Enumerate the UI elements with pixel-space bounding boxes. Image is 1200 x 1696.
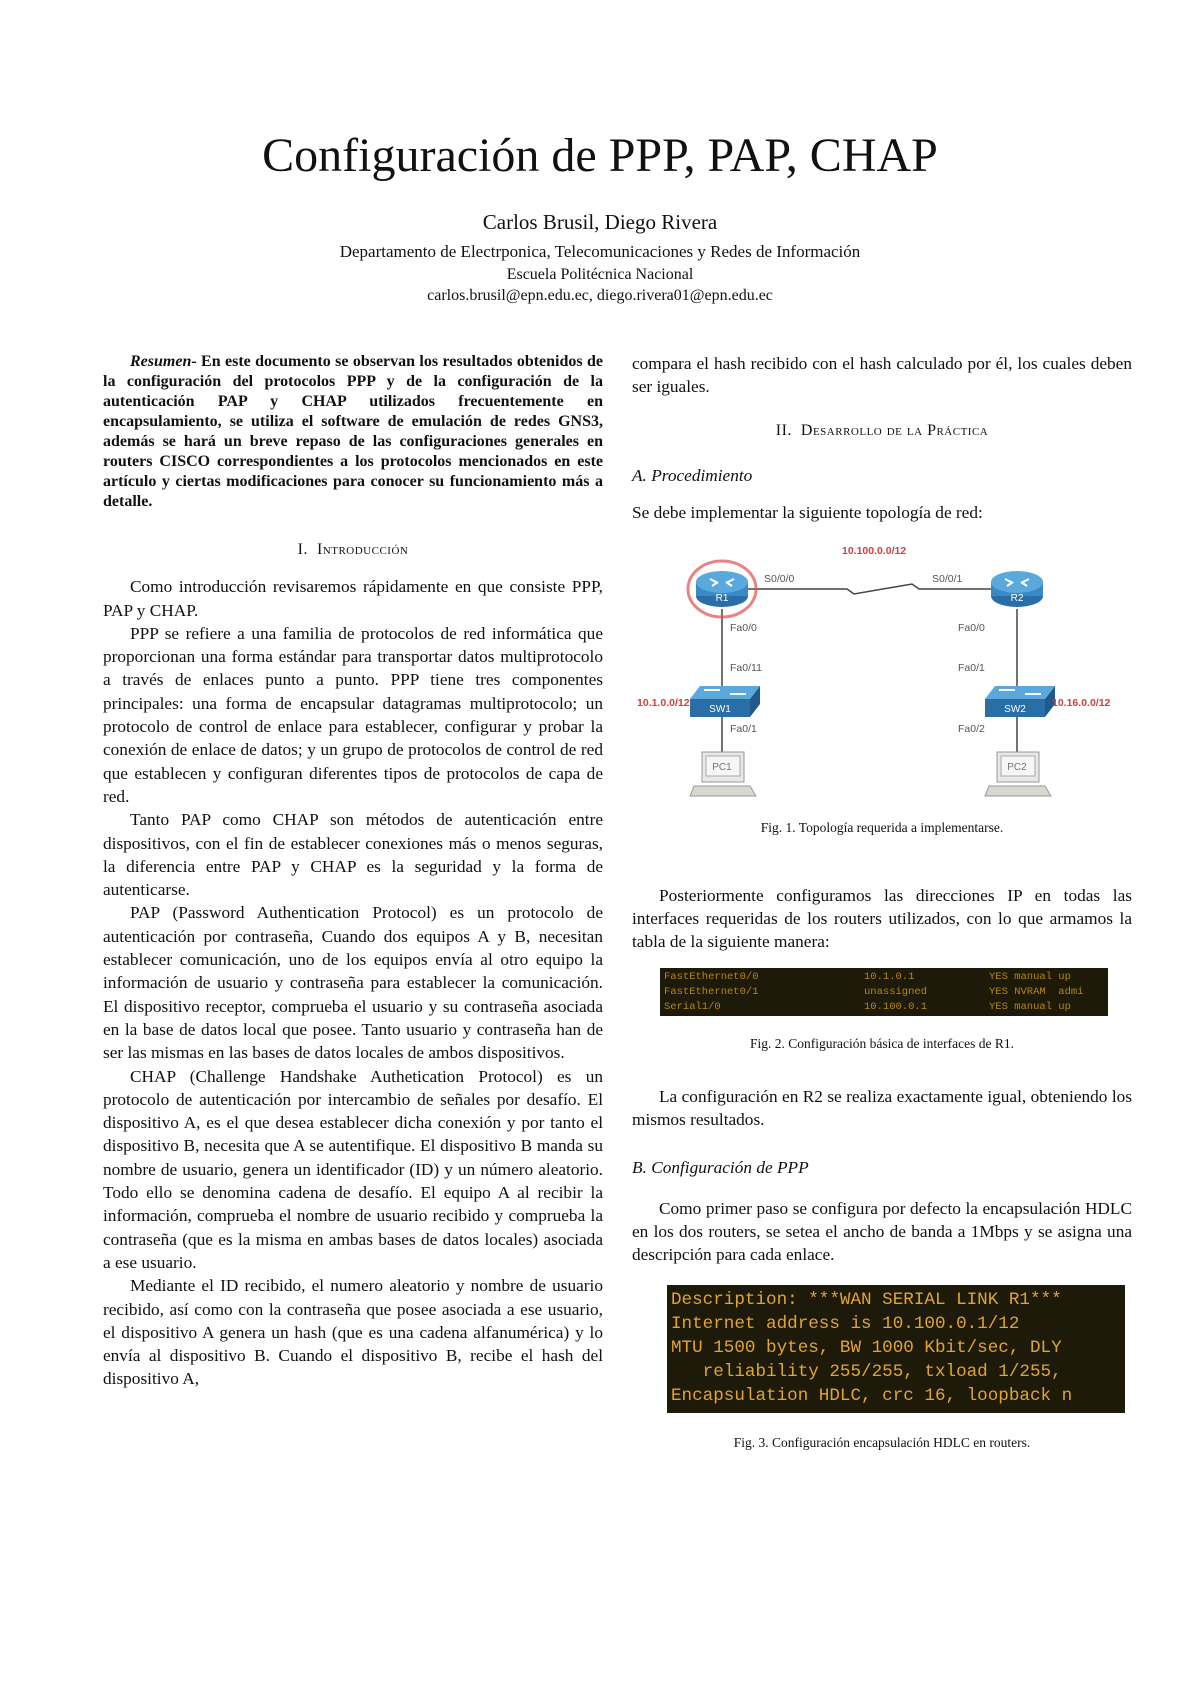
ip-cell: unassigned — [864, 985, 928, 998]
pc1-icon — [690, 752, 756, 796]
section-number: II. — [775, 421, 792, 439]
left-column — [103, 352, 603, 1391]
paragraph: PAP (Password Authentication Protocol) es un protocolo de autenticación por contraseña, Cuando dos equipos A y B, necesitan establecer comunicación, uno de los equipos envía al otro equipo la información de usuario y contraseña para establecer la comunicación. El dispositivo receptor, comprueba el usuario y su contraseña asociada en la base de datos local que posee. Tanto usuario y contraseña han de ser las mismas en las bases de datos locales de ambos dispositivos. — [103, 903, 603, 1063]
figure-caption: Fig. 3. Configuración encapsulación HDLC en routers. — [733, 1434, 1031, 1450]
status-cell: YES manual up — [989, 970, 1071, 983]
r1-label: R1 — [715, 593, 729, 605]
r1-fa-label: Fa0/0 — [730, 622, 757, 635]
serial-link — [742, 584, 1012, 594]
figure-caption: Fig. 1. Topología requerida a implementarse. — [760, 820, 1004, 836]
section-title: Desarrollo de la Práctica — [800, 421, 989, 439]
affiliation-emails: carlos.brusil@epn.edu.ec, diego.rivera01@epn.edu.ec — [427, 287, 773, 304]
section-number: I. — [297, 541, 308, 558]
interface-cell: FastEthernet0/0 — [664, 970, 759, 983]
sw2-up-label: Fa0/1 — [958, 662, 985, 675]
terminal-line: Description: ***WAN SERIAL LINK R1*** — [671, 1289, 1062, 1310]
paragraph: Como introducción revisaremos rápidamente en que consiste PPP, PAP y CHAP. — [103, 577, 603, 620]
table-row — [664, 1000, 1104, 1015]
sw2-down-label: Fa0/2 — [958, 723, 985, 736]
pc2-icon — [985, 752, 1051, 796]
right-column — [632, 352, 1132, 1454]
lan2-label: 10.16.0.0/12 — [1052, 697, 1111, 710]
paragraph: Como primer paso se configura por defecto la encapsulación HDLC en los dos routers, se setea el ancho de banda a 1Mbps y se asigna una descripción para cada enlace. — [632, 1198, 1132, 1265]
topology-diagram — [637, 534, 1111, 804]
interface-cell: Serial1/0 — [664, 1000, 721, 1013]
terminal-line: Internet address is 10.100.0.1/12 — [671, 1313, 1020, 1334]
s000-label: S0/0/0 — [764, 573, 795, 586]
figure-interface-table — [660, 968, 1108, 1016]
authors: Carlos Brusil, Diego Rivera — [482, 210, 718, 234]
affiliation-department: Departamento de Electrponica, Telecomunicaciones y Redes de Información — [339, 242, 861, 261]
status-cell: YES NVRAM admi — [989, 985, 1084, 998]
terminal-line: reliability 255/255, txload 1/255, — [671, 1361, 1062, 1382]
section-title: Introducción — [316, 541, 409, 558]
terminal-line: MTU 1500 bytes, BW 1000 Kbit/sec, DLY — [671, 1337, 1062, 1358]
r2-label: R2 — [1010, 593, 1024, 605]
wan-network-label: 10.100.0.0/12 — [842, 545, 907, 558]
ip-cell: 10.100.0.1 — [864, 1000, 928, 1013]
paragraph: Posteriormente configuramos las direcciones IP en todas las interfaces requeridas de los routers utilizados, con lo que armamos la tabla de la siguiente manera: — [632, 885, 1132, 952]
section-heading-introduccion — [103, 538, 603, 561]
section-heading-desarrollo — [632, 419, 1132, 442]
paragraph: CHAP (Challenge Handshake Authetication Protocol) es un protocolo de autenticación por intercambio de señales por desafío. El dispositivo A, es el que desea establecer dicha conexión y por tanto el dispositivo B, necesita que A se autentifique. El dispositivo B manda su nombre de usuario, genera un identificador (ID) y un número aleatorio. Todo ello se denomina cadena de desafío. El equipo A al recibir la información, comprueba el nombre de usuario recibido y comprueba la contraseña (que es la misma en ambas bases de datos locales) asociada a ese usuario. — [103, 1066, 603, 1272]
pc2-label: PC2 — [1007, 762, 1027, 774]
paragraph: Tanto PAP como CHAP son métodos de autenticación entre dispositivos, con el fin de establecer conexiones más o menos seguras, la diferencia entre PAP y CHAP es la seguridad y la forma de autenticarse. — [103, 810, 603, 900]
affiliation-school: Escuela Politécnica Nacional — [506, 266, 694, 283]
figure-caption: Fig. 2. Configuración básica de interfaces de R1. — [750, 1035, 1014, 1051]
paragraph: Mediante el ID recibido, el numero aleatorio y nombre de usuario recibido, así como con la contraseña que posee asociada a ese usuario, el dispositivo A genera un hash (que es una cadena alfanumérica) y lo envía al dispositivo B. Cuando el dispositivo B, recibe el hash del dispositivo A, — [103, 1276, 603, 1389]
abstract-keyword: Resumen- — [130, 353, 197, 370]
sw1-label: SW1 — [709, 704, 731, 716]
r2-fa-label: Fa0/0 — [958, 622, 985, 635]
subsection-heading-procedimiento: A. Procedimiento — [632, 465, 753, 485]
paragraph: Se debe implementar la siguiente topología de red: — [632, 503, 983, 523]
abstract-text: En este documento se observan los resultados obtenidos de la configuración del protocolos PPP y de la configuración de la autenticación PAP y CHAP utilizados frecuentemente en encapsulamiento, se utiliza el software de emulación de redes GNS3, además se hará un breve repaso de las configuraciones generales en routers CISCO correspondientes a los protocolos mencionados en este artículo y ciertas modificaciones para conocer su funcionamiento más a detalle. — [103, 353, 603, 510]
s001-label: S0/0/1 — [932, 573, 963, 586]
status-cell: YES manual up — [989, 1000, 1071, 1013]
router-r1-icon — [688, 561, 756, 617]
abstract — [103, 352, 603, 512]
figure-hdlc-config — [667, 1285, 1125, 1413]
table-row — [664, 970, 1104, 985]
pc1-label: PC1 — [712, 762, 732, 774]
paragraph: PPP se refiere a una familia de protocolos de red informática que proporcionan una forma estándar para transportar datos multiprotocolo a través de enlaces punto a punto. PPP tiene tres componentes principales: una forma de encapsular datagramas multiprotocolo; un protocolo de control de enlace para establecer, configurar y probar la conexión de enlace de datos; y un grupo de protocolos de control de red que establecen y configuran diferentes tipos de protocolos de capa de red. — [103, 623, 603, 806]
paragraph: La configuración en R2 se realiza exactamente igual, obteniendo los mismos resultados. — [632, 1086, 1132, 1130]
sw1-up-label: Fa0/11 — [730, 662, 762, 675]
ip-cell: 10.1.0.1 — [864, 970, 915, 983]
subsection-heading-ppp: B. Configuración de PPP — [632, 1157, 809, 1177]
interface-cell: FastEthernet0/1 — [664, 985, 759, 998]
paragraph: compara el hash recibido con el hash calculado por él, los cuales deben ser iguales. — [632, 354, 1132, 397]
paper-title: Configuración de PPP, PAP, CHAP — [262, 129, 938, 182]
lan1-label: 10.1.0.0/12 — [637, 697, 690, 710]
sw2-label: SW2 — [1004, 704, 1026, 716]
figure-topology — [632, 534, 1132, 839]
sw1-down-label: Fa0/1 — [730, 723, 757, 736]
terminal-line: Encapsulation HDLC, crc 16, loopback n — [671, 1385, 1073, 1406]
table-row — [664, 985, 1104, 1000]
